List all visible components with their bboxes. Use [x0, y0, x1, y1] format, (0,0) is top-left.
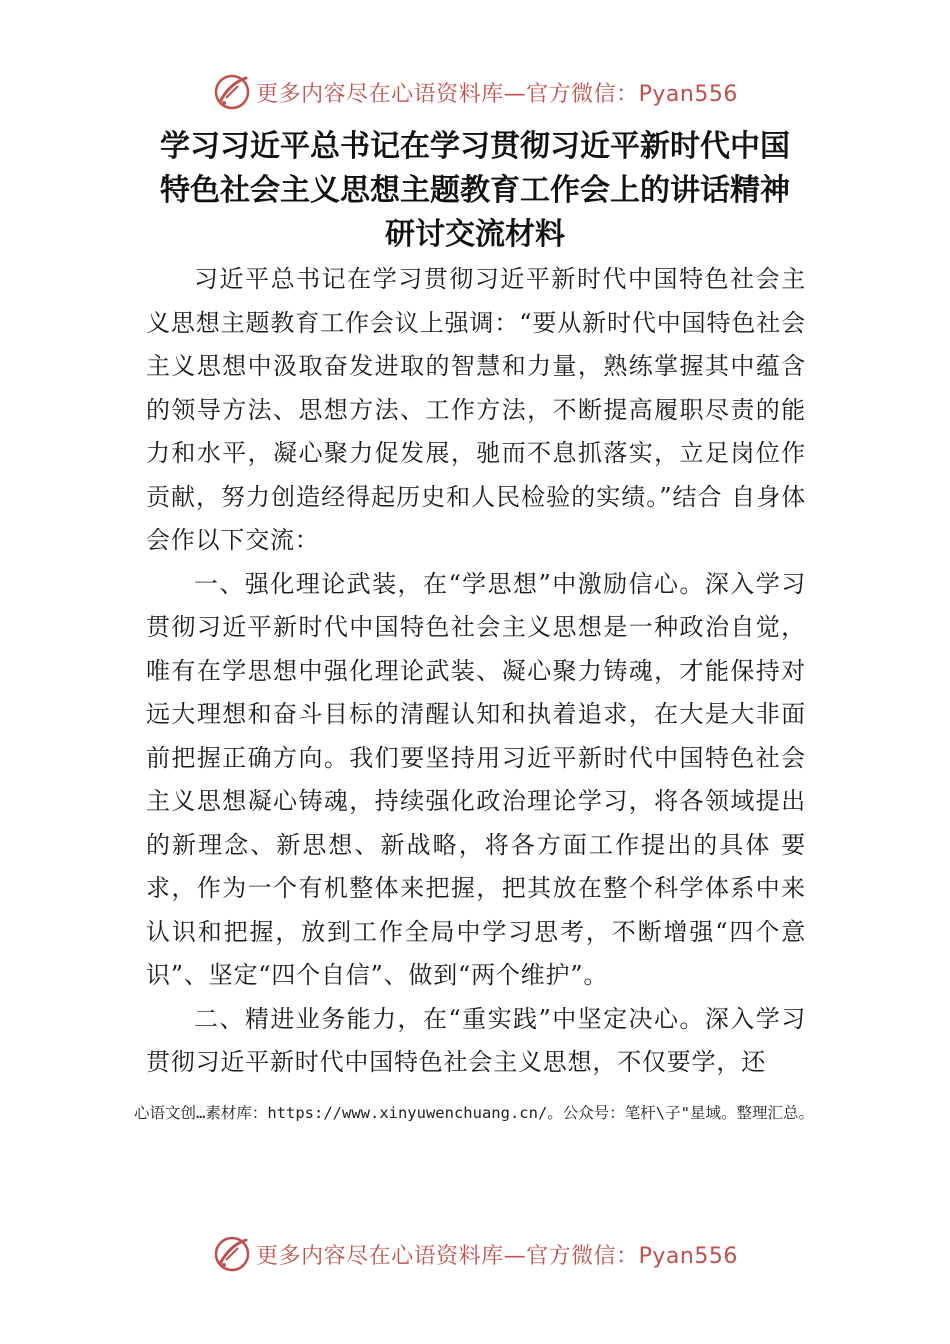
- watermark-footer: [0, 1232, 950, 1276]
- writing-hand-logo-icon: [212, 72, 252, 112]
- title-line-2: 特色社会主义思想主题教育工作会上的讲话精神: [160, 173, 790, 208]
- paragraph-section-1: 一、强化理论武装，在“学思想”中激励信心。深入学习贯彻习近平新时代中国特色社会主义思想是一种政治自觉，唯有在学思想中强化理论武装、凝心聚力铸魂，才能保持对远大理想和奋斗目标的清醒认知和执着追求，在大是大非面前把握正确方向。我们要坚持用习近平新时代中国特色社会主义思想凝心铸魂，持续强化政治理论学习，将各领域提出的新理念、新思想、新战略，将各方面工作提出的具体 要求，作为一个有机整体来把握，把其放在整个科学体系中来认识和把握，放到工作全局中学习思考，不断增强“四个意识”、坚定“四个自信”、做到“两个维护”。: [146, 569, 806, 989]
- watermark-text: 更多内容尽在心语资料库—官方微信：Pyan556: [256, 81, 738, 107]
- watermark-header: [0, 70, 950, 114]
- paragraph-section-2: 二、精进业务能力，在“重实践”中坚定决心。深入学习贯彻习近平新时代中国特色社会主义思想，不仅要学，还: [146, 1004, 806, 1076]
- watermark-text: 更多内容尽在心语资料库—官方微信：Pyan556: [256, 1243, 738, 1269]
- document-body: [146, 258, 806, 1085]
- title-line-1: 学习习近平总书记在学习贯彻习近平新时代中国: [160, 129, 790, 164]
- writing-hand-logo-icon: [212, 1234, 252, 1274]
- title-line-3: 研讨交流材料: [385, 217, 565, 252]
- paragraph-intro: 习近平总书记在学习贯彻习近平新时代中国特色社会主义思想主题教育工作会议上强调：“要从新时代中国特色社会主义思想中汲取奋发进取的智慧和力量，熟练掌握其中蕴含的领导方法、思想方法、工作方法，不断提高履职尽责的能力和水平，凝心聚力促发展，驰而不息抓落实，立足岗位作贡献，努力创造经得起历史和人民检验的实绩。”结合 自身体会作以下交流：: [146, 265, 806, 554]
- document-title: [110, 125, 840, 257]
- source-footnote: 心语文创…素材库：https://www.xinyuwenchuang.cn/。公众号：笔杆\子"星域。整理汇总。: [134, 1104, 814, 1122]
